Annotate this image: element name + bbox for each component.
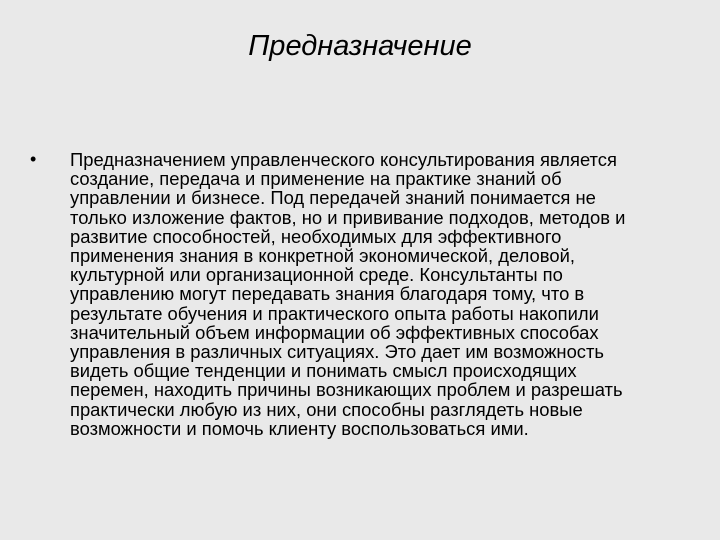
paragraph-line: значительный объем информации об эффективных способах bbox=[70, 321, 599, 343]
bullet-list bbox=[30, 150, 690, 438]
paragraph-line: только изложение фактов, но и прививание подходов, методов и bbox=[70, 206, 626, 228]
paragraph-line: возможности и помочь клиенту воспользоваться ими. bbox=[70, 417, 529, 439]
paragraph-line: культурной или организационной среде. Консультанты по bbox=[70, 264, 563, 286]
paragraph-line: применения знания в конкретной экономической, деловой, bbox=[70, 245, 575, 267]
paragraph-line: результате обучения и практического опыта работы накопили bbox=[70, 302, 599, 324]
paragraph-line: развитие способностей, необходимых для эффективного bbox=[70, 225, 562, 247]
paragraph-line: управления в различных ситуациях. Это дает им возможность bbox=[70, 341, 605, 363]
paragraph-line: практически любую из них, они способны разглядеть новые bbox=[70, 398, 583, 420]
paragraph-line: создание, передача и применение на практике знаний об bbox=[70, 168, 562, 190]
paragraph-line: Предназначением управленческого консультирования является bbox=[70, 149, 617, 170]
bullet-icon: • bbox=[30, 149, 37, 169]
paragraph-line: управлении и бизнесе. Под передачей знаний понимается не bbox=[70, 187, 596, 209]
paragraph-line: управлению могут передавать знания благодаря тому, что в bbox=[70, 283, 585, 305]
paragraph-line: видеть общие тенденции и понимать смысл происходящих bbox=[70, 360, 577, 382]
bullet-paragraph bbox=[70, 150, 690, 438]
bullet-item bbox=[30, 150, 690, 438]
slide-title: Предназначение bbox=[248, 30, 472, 62]
paragraph-line: перемен, находить причины возникающих проблем и разрешать bbox=[70, 379, 623, 401]
